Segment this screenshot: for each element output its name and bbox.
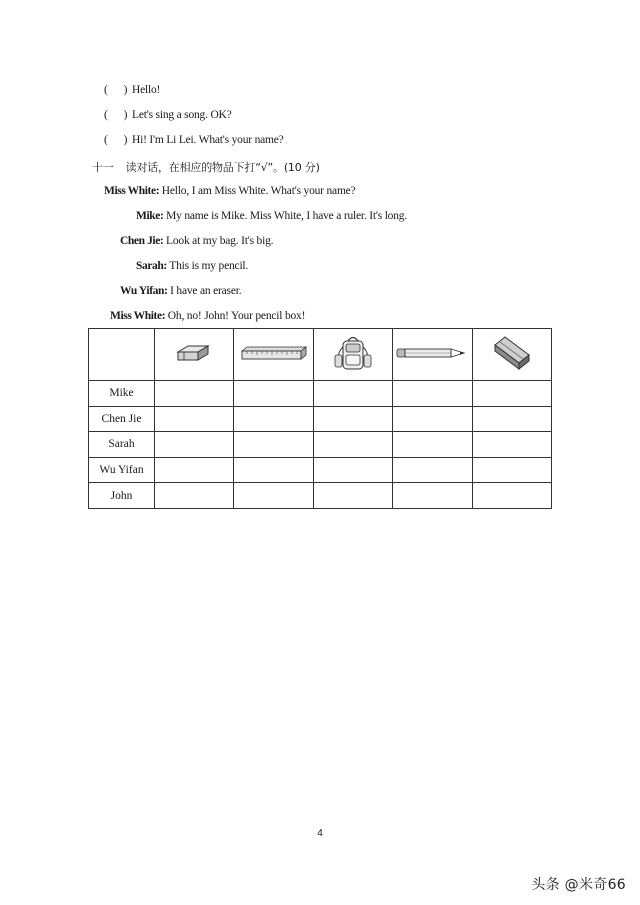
row-name: Sarah [89, 432, 155, 458]
check-cell[interactable] [155, 381, 234, 407]
matching-line-3: ( ) Hi! I'm Li Lei. What's your name? [104, 134, 284, 146]
section-number: 十一 [92, 161, 114, 174]
check-cell[interactable] [313, 406, 392, 432]
dialogue-line: Sarah: This is my pencil. [136, 260, 249, 272]
check-table [88, 328, 552, 509]
check-cell[interactable] [155, 483, 234, 509]
check-cell[interactable] [313, 432, 392, 458]
check-cell[interactable] [393, 483, 472, 509]
speaker: Sarah: [136, 260, 167, 272]
speaker: Chen Jie: [120, 235, 164, 247]
matching-text: Hi! I'm Li Lei. What's your name? [132, 134, 284, 146]
check-cell[interactable] [155, 406, 234, 432]
table-row [89, 406, 552, 432]
row-name: Wu Yifan [89, 457, 155, 483]
check-cell[interactable] [393, 432, 472, 458]
check-cell[interactable] [393, 381, 472, 407]
check-cell[interactable] [234, 483, 313, 509]
row-name: Chen Jie [89, 406, 155, 432]
table-corner-cell [89, 329, 155, 381]
check-cell[interactable] [234, 381, 313, 407]
check-cell[interactable] [472, 483, 551, 509]
check-cell[interactable] [313, 483, 392, 509]
check-cell[interactable] [472, 457, 551, 483]
eraser-icon [155, 329, 234, 381]
pencil-icon [393, 329, 472, 381]
check-cell[interactable] [155, 432, 234, 458]
check-cell[interactable] [313, 381, 392, 407]
pencil-box-icon [472, 329, 551, 381]
dialogue-line: Mike: My name is Mike. Miss White, I have a ruler. It's long. [136, 210, 408, 222]
check-cell[interactable] [472, 381, 551, 407]
table-row [89, 483, 552, 509]
check-cell[interactable] [393, 406, 472, 432]
dialogue-line: Miss White: Oh, no! John! Your pencil box! [110, 310, 306, 322]
section-heading [92, 159, 320, 175]
matching-text: Let's sing a song. OK? [132, 109, 232, 121]
check-cell[interactable] [234, 432, 313, 458]
check-cell[interactable] [313, 457, 392, 483]
row-name: Mike [89, 381, 155, 407]
matching-line-1: ( ) Hello! [104, 84, 161, 96]
speaker: Wu Yifan: [120, 285, 168, 297]
check-cell[interactable] [393, 457, 472, 483]
speaker: Mike: [136, 210, 164, 222]
table-header-row [89, 329, 552, 381]
dialogue-line: Chen Jie: Look at my bag. It's big. [120, 235, 274, 247]
check-cell[interactable] [155, 457, 234, 483]
speaker: Miss White: [110, 310, 166, 322]
table-row [89, 432, 552, 458]
matching-line-2: ( ) Let's sing a song. OK? [104, 109, 232, 121]
check-cell[interactable] [472, 406, 551, 432]
row-name: John [89, 483, 155, 509]
bag-icon [313, 329, 392, 381]
check-cell[interactable] [234, 457, 313, 483]
page-number: 4 [317, 828, 323, 839]
dialogue-line: Wu Yifan: I have an eraser. [120, 285, 242, 297]
watermark: 头条 @米奇66 [531, 877, 626, 893]
table-row [89, 457, 552, 483]
matching-text: Hello! [132, 84, 161, 96]
speaker: Miss White: [104, 185, 160, 197]
check-cell[interactable] [234, 406, 313, 432]
table-row [89, 381, 552, 407]
dialogue-line: Miss White: Hello, I am Miss White. What's your name? [104, 185, 356, 197]
check-cell[interactable] [472, 432, 551, 458]
section-instruction: 读对话，在相应的物品下打“√”。(10 分) [125, 161, 320, 174]
ruler-icon [234, 329, 313, 381]
